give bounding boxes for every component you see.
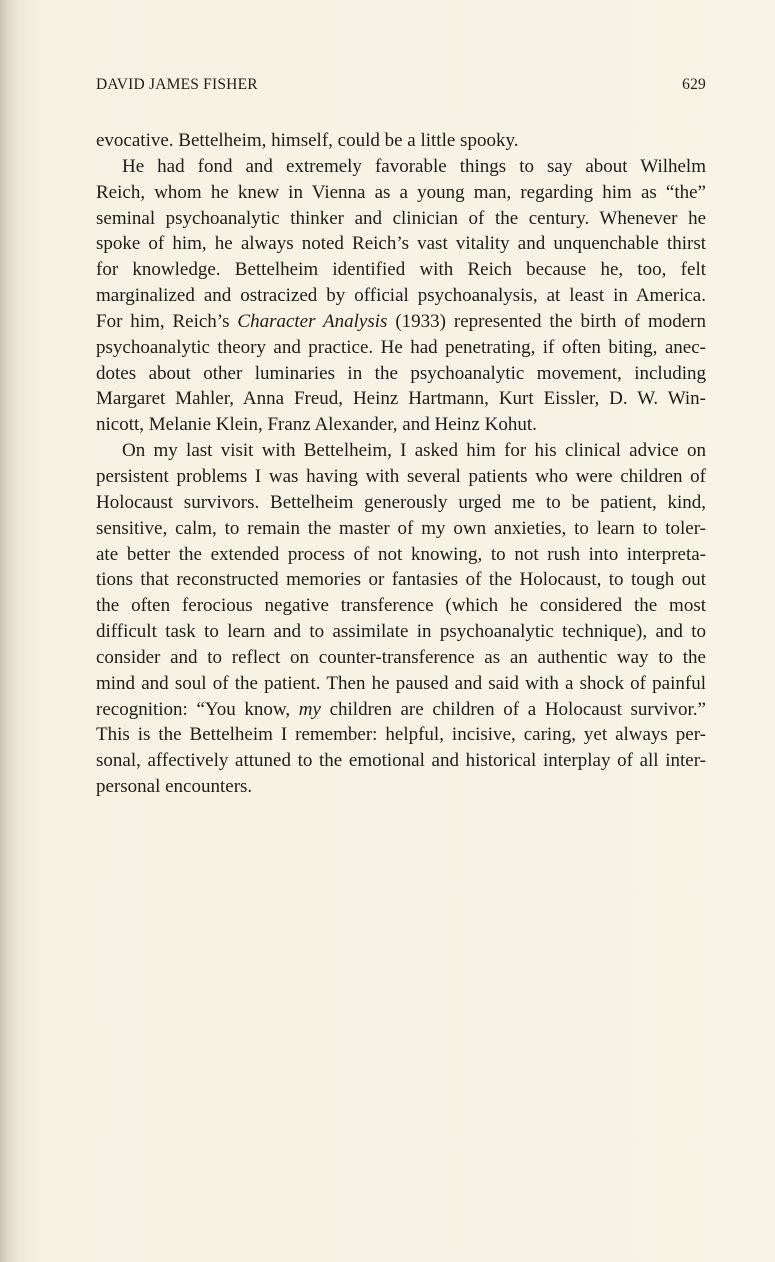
text-line: spoke of him, he always noted Reich’s vast vitality and unquenchable thirst [96,233,706,255]
text-line: personal encounters. [96,776,253,798]
text-line: Reich, whom he knew in Vienna as a young man, regarding him as “the” [96,181,706,203]
text-line: psychoanalytic theory and practice. He had penetrating, if often biting, anec- [96,336,706,358]
text-line: For him, Reich’s Character Analysis (1933) represented the birth of modern [96,310,706,332]
text-line: sensitive, calm, to remain the master of my own anxieties, to learn to toler- [96,517,706,539]
body-text [96,128,706,800]
text-line: recognition: “You know, my children are children of a Holocaust survivor.” [96,698,706,720]
paragraph [96,128,706,154]
text-line: Holocaust survivors. Bettelheim generously urged me to be patient, kind, [96,491,706,513]
text-line: the often ferocious negative transference (which he considered the most [96,595,706,617]
text-line: sonal, affectively attuned to the emotional and historical interplay of all inter- [96,750,706,772]
text-line: for knowledge. Bettelheim identified with Reich because he, too, felt [96,259,706,281]
text-line: mind and soul of the patient. Then he paused and said with a shock of painful [96,672,706,694]
text-line: He had fond and extremely favorable things to say about Wilhelm [122,155,706,177]
page-number: 629 [682,76,706,93]
text-line: persistent problems I was having with several patients who were children of [96,465,706,487]
text-line: evocative. Bettelheim, himself, could be a little spooky. [96,130,519,151]
text-line: seminal psychoanalytic thinker and clinician of the century. Whenever he [96,207,706,229]
paragraph [96,154,706,438]
paragraph [96,438,706,800]
text-line: On my last visit with Bettelheim, I asked him for his clinical advice on [122,440,706,462]
text-line: This is the Bettelheim I remember: helpful, incisive, caring, yet always per- [96,724,706,746]
text-line: consider and to reflect on counter-transference as an authentic way to the [96,646,706,668]
running-header [96,76,706,94]
text-line: ate better the extended process of not knowing, to not rush into interpreta- [96,543,706,565]
text-line: tions that reconstructed memories or fantasies of the Holocaust, to tough out [96,569,706,591]
running-head-author: DAVID JAMES FISHER [96,76,258,93]
text-line: nicott, Melanie Klein, Franz Alexander, and Heinz Kohut. [96,414,537,436]
text-line: difficult task to learn and to assimilate in psychoanalytic technique), and to [96,621,706,643]
text-line: marginalized and ostracized by official psychoanalysis, at least in America. [96,285,706,307]
text-line: dotes about other luminaries in the psychoanalytic movement, including [96,362,706,384]
text-line: Margaret Mahler, Anna Freud, Heinz Hartmann, Kurt Eissler, D. W. Win- [96,388,706,410]
